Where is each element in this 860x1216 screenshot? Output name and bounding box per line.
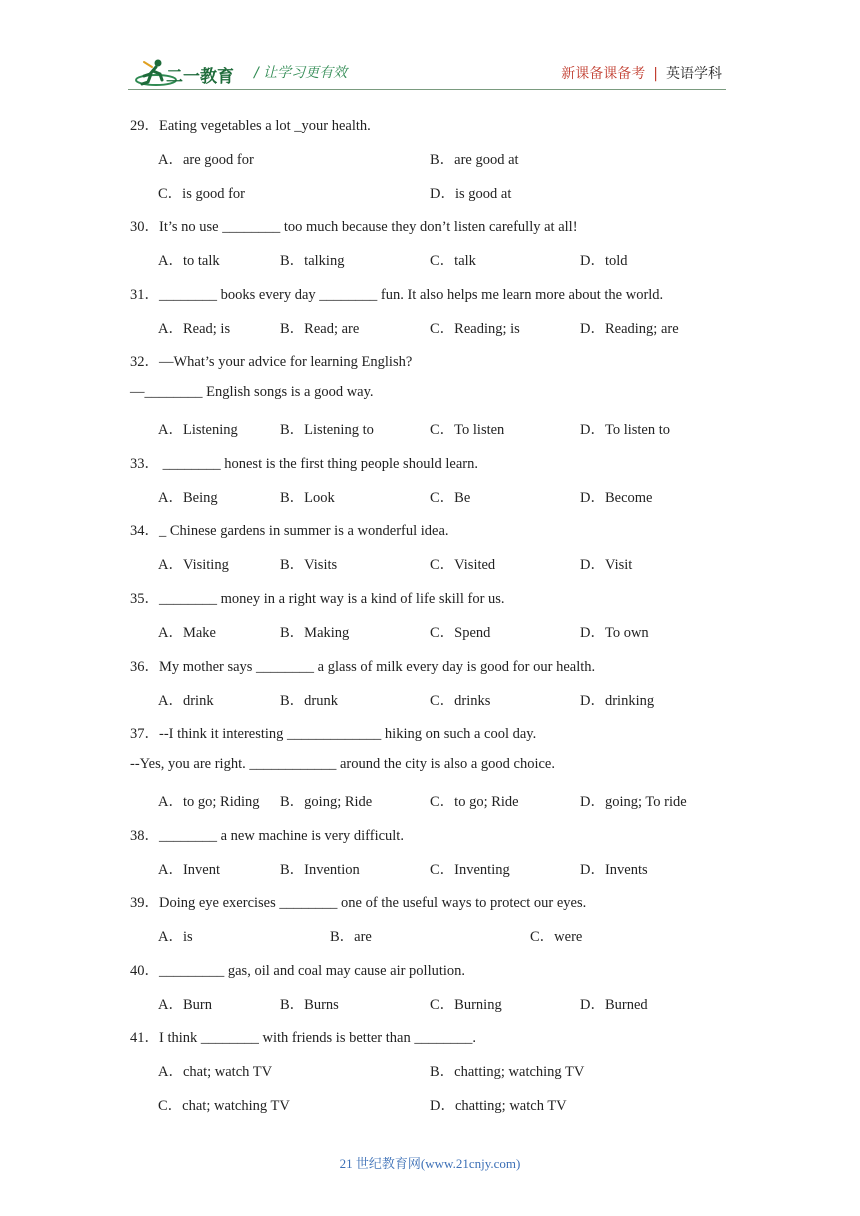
question-40-option-a: A．Burn bbox=[158, 997, 212, 1013]
question-31-option-c: C．Reading; is bbox=[430, 321, 520, 337]
question-38-stem: 38．________ a new machine is very difficult. bbox=[130, 828, 404, 844]
question-36-stem: 36．My mother says ________ a glass of milk every day is good for our health. bbox=[130, 659, 596, 675]
question-29-option-c: C．is good for bbox=[158, 186, 245, 202]
question-34-stem: 34．_ Chinese gardens in summer is a wonderful idea. bbox=[130, 523, 449, 539]
question-39-option-b: B．are bbox=[330, 929, 372, 945]
question-41-option-c: C．chat; watching TV bbox=[158, 1098, 290, 1114]
question-31-option-b: B．Read; are bbox=[280, 321, 360, 337]
question-36-option-b: B．drunk bbox=[280, 693, 338, 709]
question-32-option-c: C．To listen bbox=[430, 422, 505, 438]
question-40-option-d: D．Burned bbox=[580, 997, 648, 1013]
question-37-option-b: B．going; Ride bbox=[280, 794, 373, 810]
question-32-option-b: B．Listening to bbox=[280, 422, 374, 438]
question-30-stem: 30．It’s no use ________ too much because they don’t listen carefully at all! bbox=[130, 219, 578, 235]
question-35-stem: 35．________ money in a right way is a kind of life skill for us. bbox=[130, 591, 505, 607]
question-33-stem: 33． ________ honest is the first thing people should learn. bbox=[130, 456, 478, 472]
question-29-stem: 29．Eating vegetables a lot _your health. bbox=[130, 118, 371, 134]
question-29-option-b: B．are good at bbox=[430, 152, 519, 168]
question-39-option-a: A．is bbox=[158, 929, 193, 945]
question-33-option-c: C．Be bbox=[430, 490, 471, 506]
question-30-option-d: D．told bbox=[580, 253, 628, 269]
question-37-option-d: D．going; To ride bbox=[580, 794, 687, 810]
question-41-option-b: B．chatting; watching TV bbox=[430, 1064, 585, 1080]
question-34-option-b: B．Visits bbox=[280, 557, 338, 573]
question-38-option-b: B．Invention bbox=[280, 862, 360, 878]
question-36-option-a: A．drink bbox=[158, 693, 214, 709]
question-32-option-a: A．Listening bbox=[158, 422, 238, 438]
question-33-option-b: B．Look bbox=[280, 490, 335, 506]
question-37-option-a: A．to go; Riding bbox=[158, 794, 260, 810]
question-34-option-d: D．Visit bbox=[580, 557, 633, 573]
question-40-option-b: B．Burns bbox=[280, 997, 339, 1013]
logo-text: 二一教育 bbox=[166, 67, 234, 87]
question-29-option-a: A．are good for bbox=[158, 152, 254, 168]
question-30-option-b: B．talking bbox=[280, 253, 345, 269]
header-slogan: / 让学习更有效 bbox=[254, 65, 348, 81]
question-40-option-c: C．Burning bbox=[430, 997, 502, 1013]
question-31-option-a: A．Read; is bbox=[158, 321, 231, 337]
question-33-option-d: D．Become bbox=[580, 490, 653, 506]
question-38-option-c: C．Inventing bbox=[430, 862, 510, 878]
question-32-stem-reply: —________ English songs is a good way. bbox=[130, 384, 374, 400]
question-37-stem: 37．--I think it interesting _____________ hiking on such a cool day. bbox=[130, 726, 537, 742]
question-34-option-c: C．Visited bbox=[430, 557, 496, 573]
question-30-option-a: A．to talk bbox=[158, 253, 220, 269]
question-35-option-c: C．Spend bbox=[430, 625, 491, 641]
question-32-stem: 32．—What’s your advice for learning English? bbox=[130, 354, 413, 370]
question-29-option-d: D．is good at bbox=[430, 186, 512, 202]
question-41-option-d: D．chatting; watch TV bbox=[430, 1098, 567, 1114]
question-41-stem: 41．I think ________ with friends is better than ________. bbox=[130, 1030, 476, 1046]
question-38-option-d: D．Invents bbox=[580, 862, 648, 878]
question-36-option-d: D．drinking bbox=[580, 693, 655, 709]
question-32-option-d: D．To listen to bbox=[580, 422, 671, 438]
question-33-option-a: A．Being bbox=[158, 490, 218, 506]
question-38-option-a: A．Invent bbox=[158, 862, 221, 878]
header-course-label: 新课备课备考 bbox=[561, 66, 646, 82]
question-41-option-a: A．chat; watch TV bbox=[158, 1064, 273, 1080]
question-39-option-c: C．were bbox=[530, 929, 583, 945]
page-header bbox=[0, 0, 860, 100]
question-37-stem-reply: --Yes, you are right. ____________ around the city is also a good choice. bbox=[130, 756, 555, 772]
header-subject-label: 英语学科 bbox=[666, 66, 722, 82]
header-subject bbox=[561, 63, 722, 83]
question-39-stem: 39．Doing eye exercises ________ one of the useful ways to protect our eyes. bbox=[130, 895, 587, 911]
question-30-option-c: C．talk bbox=[430, 253, 476, 269]
question-36-option-c: C．drinks bbox=[430, 693, 491, 709]
question-40-stem: 40．_________ gas, oil and coal may cause air pollution. bbox=[130, 963, 466, 979]
question-31-option-d: D．Reading; are bbox=[580, 321, 679, 337]
header-separator: | bbox=[653, 66, 658, 82]
question-35-option-a: A．Make bbox=[158, 625, 216, 641]
question-35-option-b: B．Making bbox=[280, 625, 350, 641]
question-34-option-a: A．Visiting bbox=[158, 557, 229, 573]
question-35-option-d: D．To own bbox=[580, 625, 649, 641]
question-31-stem: 31．________ books every day ________ fun. It also helps me learn more about the world. bbox=[130, 287, 664, 303]
page-footer: 21 世纪教育网(www.21cnjy.com) bbox=[339, 1156, 521, 1171]
question-37-option-c: C．to go; Ride bbox=[430, 794, 519, 810]
header-divider bbox=[128, 89, 726, 90]
